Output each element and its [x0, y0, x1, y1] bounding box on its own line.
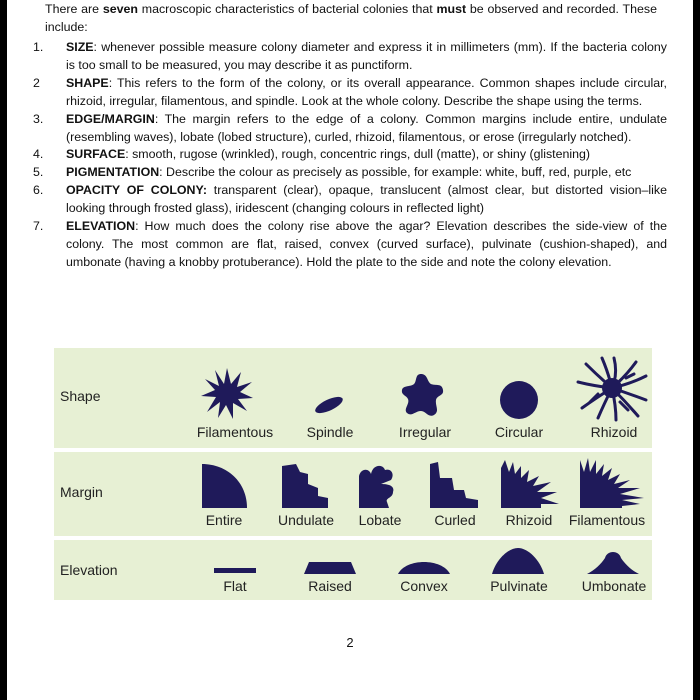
- item-term: SIZE: [66, 40, 94, 54]
- intro-text: There are: [45, 2, 103, 16]
- caption-pulvinate: Pulvinate: [490, 578, 548, 594]
- intro-text: macroscopic characteristics of bacterial colonies that: [137, 2, 437, 16]
- irregular-shape-icon: [399, 370, 449, 420]
- caption-entire: Entire: [205, 512, 243, 528]
- caption-filamentous: Filamentous: [196, 424, 274, 440]
- rhizoid-shape-icon: [572, 351, 652, 425]
- list-item-opacity: [7, 182, 667, 218]
- item-text: transparent (clear), opaque, translucent (almost clear, but distorted vision–like looking through frosted glass), iridescent (changing colours in reflected light): [66, 183, 667, 216]
- umbonate-elevation-icon: [587, 546, 639, 576]
- caption-convex: Convex: [400, 578, 448, 594]
- caption-undulate: Undulate: [277, 512, 335, 528]
- lobate-margin-icon: [357, 462, 405, 508]
- caption-filamentous-margin: Filamentous: [568, 512, 646, 528]
- item-text: : The margin refers to the edge of a colony. Common margins include entire, undulate (resembling waves), lobate (lobed structure), curled, rhizoid, filamentous, or erose (irregularly notched).: [66, 111, 667, 144]
- page-number: 2: [346, 635, 354, 650]
- item-number: 4.: [33, 147, 44, 162]
- caption-spindle: Spindle: [306, 424, 354, 440]
- list-item-elevation: [7, 218, 667, 272]
- item-text: : How much does the colony rise above the agar? Elevation describes the side-view of the colony. The most common are flat, raised, convex (curved surface), pulvinate (cushion-shaped), and umbonate (having a knobby protuberance). Hold the plate to the side and note the colony elevation.: [66, 219, 667, 269]
- item-term: ELEVATION: [66, 219, 136, 234]
- undulate-margin-icon: [282, 464, 330, 508]
- intro-text: be observed and recorded. These include:: [45, 2, 657, 34]
- item-number: 5.: [33, 165, 44, 180]
- caption-irregular: Irregular: [398, 424, 452, 440]
- item-text: : Describe the colour as precisely as possible, for example: white, buff, red, purple, etc: [159, 165, 632, 180]
- elevation-row-label: Elevation: [60, 562, 118, 578]
- caption-lobate: Lobate: [358, 512, 402, 528]
- rhizoid-margin-icon: [501, 460, 559, 508]
- convex-elevation-icon: [398, 554, 450, 576]
- list-item-surface: [7, 146, 667, 164]
- entire-margin-icon: [202, 464, 250, 508]
- colony-morphology-figure: [54, 348, 652, 600]
- caption-rhizoid: Rhizoid: [590, 424, 638, 440]
- item-term: SHAPE: [66, 75, 109, 90]
- caption-raised: Raised: [308, 578, 352, 594]
- item-term: OPACITY OF COLONY:: [66, 183, 207, 198]
- list-item-size: [7, 39, 667, 75]
- spindle-shape-icon: [304, 390, 354, 420]
- item-number: 2: [33, 75, 40, 90]
- characteristics-list: [7, 39, 667, 272]
- item-number: 3.: [33, 111, 44, 126]
- margin-band: [54, 452, 652, 536]
- item-text: : This refers to the form of the colony, or its overall appearance. Common shapes include circular, rhizoid, irregular, filamentous, and spindle. Look at the whole colony. Describe the shape using the terms.: [66, 75, 667, 108]
- list-item-shape: [7, 75, 667, 111]
- intro-bold-must: must: [436, 2, 467, 16]
- caption-circular: Circular: [494, 424, 544, 440]
- caption-umbonate: Umbonate: [581, 578, 647, 594]
- filamentous-shape-icon: [197, 364, 257, 424]
- caption-curled: Curled: [434, 512, 476, 528]
- flat-elevation-icon: [212, 566, 258, 576]
- margin-row-label: Margin: [60, 484, 103, 500]
- item-term: EDGE/MARGIN: [66, 111, 155, 126]
- item-text: : smooth, rugose (wrinkled), rough, concentric rings, dull (matte), or shiny (glistening): [125, 147, 591, 162]
- list-item-margin: [7, 111, 667, 147]
- curled-margin-icon: [430, 462, 480, 508]
- intro-bold-seven: seven: [102, 2, 138, 16]
- filamentous-margin-icon: [580, 458, 646, 508]
- pulvinate-elevation-icon: [492, 546, 544, 576]
- item-text: : whenever possible measure colony diameter and express it in millimeters (mm). If the bacteria colony is too small to be measured, you may describe it as punctiform.: [66, 40, 667, 72]
- document-page: [7, 0, 693, 700]
- item-number: 1.: [33, 40, 44, 54]
- item-number: 6.: [33, 183, 44, 198]
- caption-rhizoid-margin: Rhizoid: [505, 512, 553, 528]
- circular-shape-icon: [497, 378, 541, 422]
- item-term: SURFACE: [66, 147, 126, 162]
- caption-flat: Flat: [223, 578, 247, 594]
- item-number: 7.: [33, 219, 44, 234]
- raised-elevation-icon: [304, 560, 356, 576]
- item-term: PIGMENTATION: [66, 165, 160, 180]
- intro-paragraph: [45, 1, 657, 36]
- shape-row-label: Shape: [60, 388, 101, 404]
- list-item-pigmentation: [7, 164, 667, 182]
